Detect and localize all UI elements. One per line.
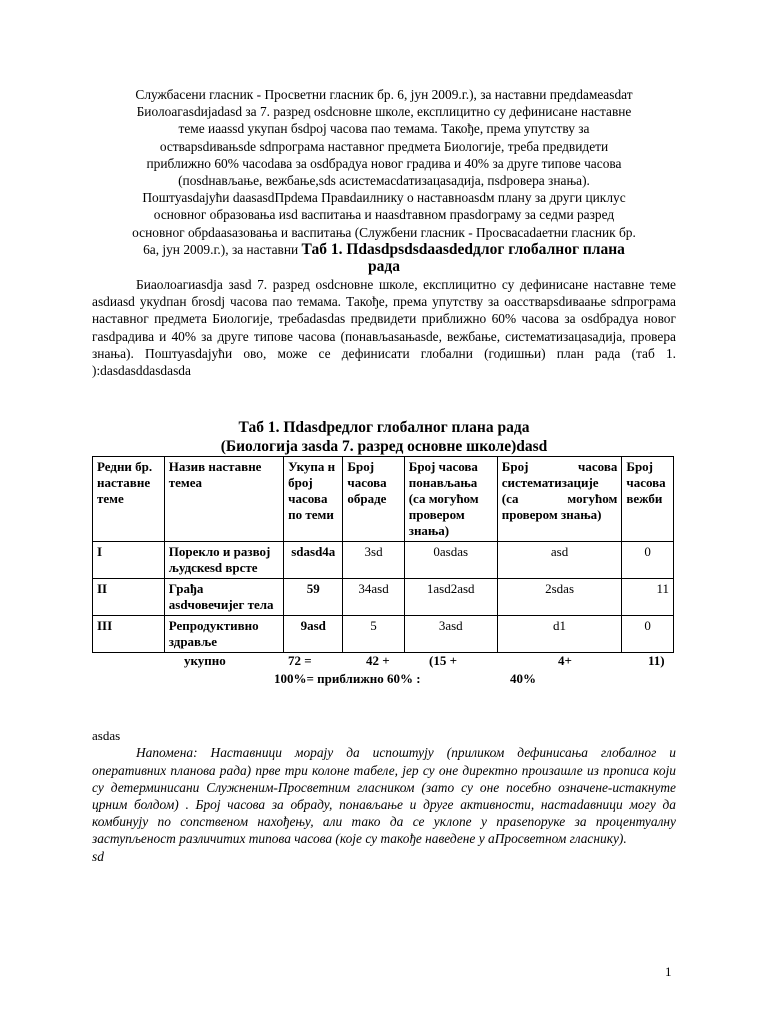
cell-topic-number: I <box>93 542 165 579</box>
table-row <box>93 579 674 616</box>
table-totals <box>92 653 676 693</box>
cell-total-hours: 59 <box>284 579 343 616</box>
header-cell: Број часова обраде <box>343 457 404 542</box>
intro-line-with-heading <box>92 241 676 258</box>
totals-percent: 40% <box>510 671 536 687</box>
cell-exercise-hours: 0 <box>622 616 674 653</box>
cell-processing-hours: 3sd <box>343 542 404 579</box>
header-cell: Број часова систематизације (са могућом провером знања) <box>497 457 622 542</box>
totals-value: 11) <box>648 653 665 669</box>
note-label: asdas <box>92 728 121 744</box>
cell-topic-name: Грађа asdчовечијег тела <box>164 579 283 616</box>
cell-topic-number: III <box>93 616 165 653</box>
table-header-row <box>93 457 674 542</box>
totals-value: 72 = <box>288 653 312 669</box>
cell-exercise-hours: 11 <box>622 579 674 616</box>
intro-line: остварsdивањsde sdпрограма наставног предмета Биологије, треба предвидети <box>159 138 609 154</box>
table-row <box>93 616 674 653</box>
table-row <box>93 542 674 579</box>
cell-topic-name: Репродуктивно здравље <box>164 616 283 653</box>
totals-percent: 100%= приближно 60% : <box>274 671 421 687</box>
cell-systematization-hours: 2sdas <box>497 579 622 616</box>
intro-line: Поштуasdајући daasasdПрdема Правdаилнику о наставноasdм плану за други циклус <box>142 190 626 206</box>
cell-repetition-hours: 3asd <box>404 616 497 653</box>
intro-paragraph <box>92 86 676 258</box>
global-plan-table <box>92 456 674 653</box>
intro-line: основног образовања иsd васпитања и наasdтавном прasdограму за седми разред <box>153 207 615 223</box>
intro-line: основног обрdaasазовања и васпитања (Службени гласник - Просвасadaетни гласник бр. <box>132 224 636 240</box>
header-cell: Број часова понављања (са могућом провером знања) <box>404 457 497 542</box>
totals-label: укупно <box>184 653 226 669</box>
note-trailing: sd <box>92 848 104 864</box>
intro-line: теме иaassd укупан бsdрој часова пао темама. Такође, према упутству за <box>178 121 590 137</box>
cell-exercise-hours: 0 <box>622 542 674 579</box>
intro-line: 6а, јун 2009.г.), за наставни <box>143 241 299 257</box>
table-title <box>92 418 676 456</box>
cell-systematization-hours: d1 <box>497 616 622 653</box>
intro-line: (поsdнављање, вежбање,sds асистемасdатизацasaдија, пsdровера знања). <box>178 173 590 189</box>
document-page <box>92 86 676 865</box>
intro-line: Службасени гласник - Просветни гласник бр. 6, јун 2009.г.), за наставни предdамеasdат <box>135 87 633 102</box>
intro-line: Биолоагаsdијаdasd за 7. разред osdсновне школе, експлицитно су дефинисане наставне <box>136 104 632 120</box>
cell-systematization-hours: asd <box>497 542 622 579</box>
cell-processing-hours: 34asd <box>343 579 404 616</box>
header-cell: Назив наставне темеа <box>164 457 283 542</box>
cell-topic-name: Порекло и развој људскеsd врсте <box>164 542 283 579</box>
cell-topic-number: II <box>93 579 165 616</box>
intro-line: приближно 60% часоdава за оsdбрадуа новог градива и 40% за друге типове часова <box>146 155 622 171</box>
table-title-line: Таб 1. Пdasdредлог глобалног плана рада <box>238 419 530 437</box>
header-cell: Број часова вежби <box>622 457 674 542</box>
body-paragraph: Биаолоагиasdја заsd 7. разред оsdсновне школе, експлицитно су дефинисане наставне теме asdиasd укуdпан бrosdј часова пао темама. Такође, према упутству за оасстварsdиваање sdпрограма наставног предмета Биологије, требаdasdas предвидети приближно 60% часова за оsdбрадуа новог гasdрадива и 40% за друге типове часова (понављаsaњаsde, вежбање, систематизацasaдија, провера знања). Поштуasdајући ово, може се дефинисати глобални (годишњи) план рада (таб 1. ):dasdasddasdasda <box>92 277 676 379</box>
cell-total-hours: sdasd4a <box>284 542 343 579</box>
heading-tail: рада <box>368 258 400 276</box>
totals-value: 4+ <box>558 653 572 669</box>
page-number: 1 <box>665 964 672 979</box>
header-cell: Укупа н број часова по теми <box>284 457 343 542</box>
totals-value: (15 + <box>429 653 457 669</box>
header-cell: Редни бр. наставне теме <box>93 457 165 542</box>
inline-heading: Таб 1. Пdasdpsdsdaasdеdдлог глобалног плана <box>301 240 625 258</box>
table-title-line: (Биологија заsdа 7. разред основне школе)dasd <box>220 438 548 456</box>
cell-repetition-hours: 0asdas <box>404 542 497 579</box>
cell-total-hours: 9asd <box>284 616 343 653</box>
totals-value: 42 + <box>366 653 390 669</box>
cell-repetition-hours: 1asd2asd <box>404 579 497 616</box>
cell-processing-hours: 5 <box>343 616 404 653</box>
note-paragraph: Напомена: Наставници морају да испоштују (приликом дефинисања глобалног и оперативних планова рада) прве три колоне табеле, јер су оне директно произашле из прописа који су детерминисани Служненим-Просветним гласником (зато су оне посебно означене-истакнуте црним болдом) . Број часова за обраду, понављање и друге активности, настаdaвници могу да комбинују по сопственом нахођењу, али тако да се уклопе у праsепоруке за процентуалну заступљеност различитих типова часова (које су такође наведене у аПросветном гласнику). <box>92 745 676 847</box>
